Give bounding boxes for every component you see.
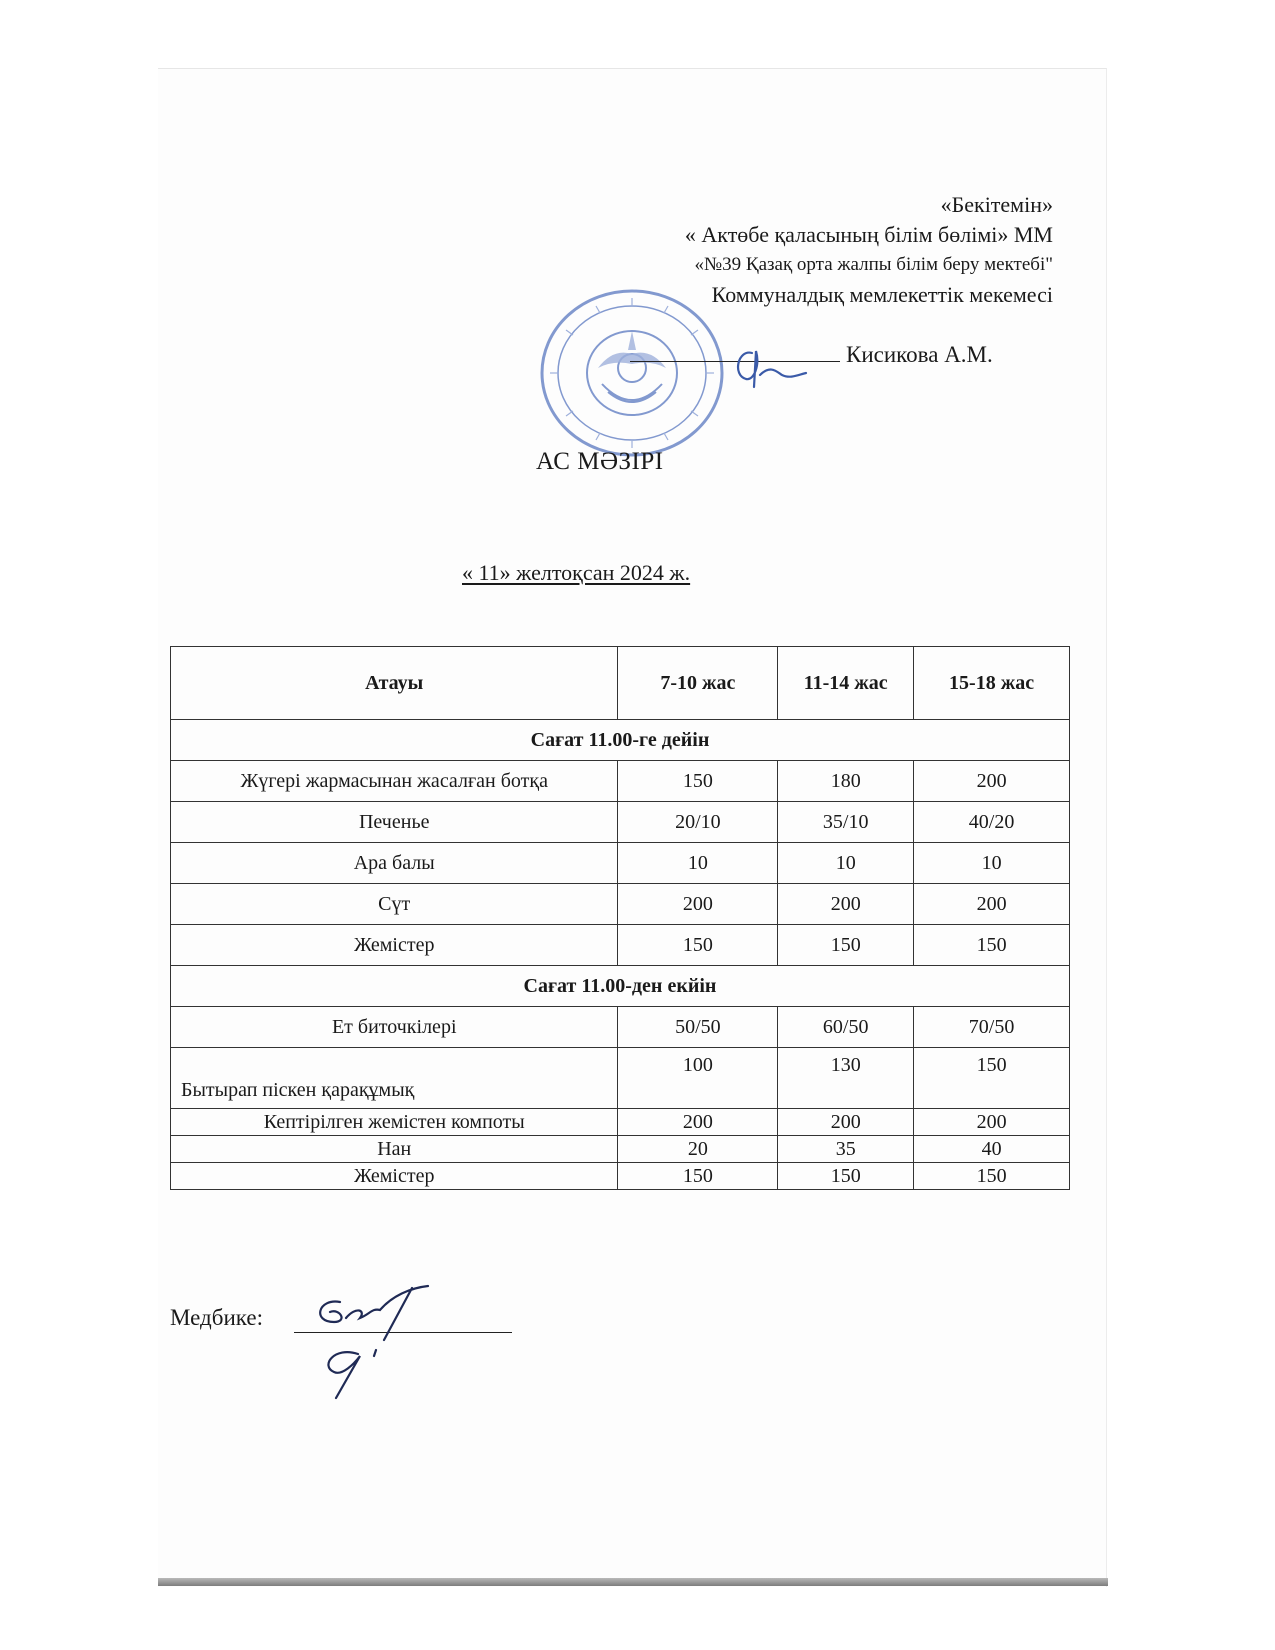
portion-15-18: 150 [914, 1163, 1070, 1190]
portion-15-18: 150 [914, 925, 1070, 966]
portion-11-14: 35 [778, 1136, 914, 1163]
approval-institution-type: Коммуналдық мемлекеттік мекемесі [711, 282, 1053, 307]
table-header-row [171, 647, 1070, 720]
director-signature [720, 345, 810, 393]
portion-7-10: 10 [618, 843, 778, 884]
dish-name: Ет биточкілері [171, 1007, 618, 1048]
portion-15-18: 200 [914, 761, 1070, 802]
dish-name: Нан [171, 1136, 618, 1163]
nurse-label: Медбике: [170, 1305, 263, 1330]
approval-department: « Актөбе қаласының білім бөлімі» ММ [684, 222, 1053, 247]
director-signature-row [630, 342, 1055, 368]
portion-11-14: 60/50 [778, 1007, 914, 1048]
portion-11-14: 180 [778, 761, 914, 802]
portion-7-10: 200 [618, 884, 778, 925]
table-row [171, 1007, 1070, 1048]
page-title: АС МӘЗІРІ [536, 448, 664, 475]
portion-11-14: 10 [778, 843, 914, 884]
table-row [171, 1048, 1070, 1109]
dish-name: Жемістер [171, 1163, 618, 1190]
portion-11-14: 200 [778, 884, 914, 925]
table-row [171, 1163, 1070, 1190]
table-row [171, 1136, 1070, 1163]
section-row [171, 966, 1070, 1007]
portion-7-10: 200 [618, 1109, 778, 1136]
page-edge-shadow [158, 1578, 1108, 1586]
section-row [171, 720, 1070, 761]
nurse-signature [300, 1280, 450, 1405]
dish-name: Печенье [171, 802, 618, 843]
portion-15-18: 70/50 [914, 1007, 1070, 1048]
portion-7-10: 100 [618, 1048, 778, 1109]
table-row [171, 884, 1070, 925]
header-age-7-10: 7-10 жас [618, 647, 778, 720]
director-name: Кисикова А.М. [846, 342, 993, 367]
portion-15-18: 40/20 [914, 802, 1070, 843]
portion-7-10: 20/10 [618, 802, 778, 843]
portion-11-14: 130 [778, 1048, 914, 1109]
dish-name: Жемістер [171, 925, 618, 966]
portion-15-18: 40 [914, 1136, 1070, 1163]
approval-school: «№39 Қазақ орта жалпы білім беру мектебі" [694, 254, 1053, 275]
portion-11-14: 200 [778, 1109, 914, 1136]
header-age-11-14: 11-14 жас [778, 647, 914, 720]
portion-7-10: 20 [618, 1136, 778, 1163]
table-row [171, 925, 1070, 966]
portion-11-14: 150 [778, 925, 914, 966]
portion-15-18: 10 [914, 843, 1070, 884]
table-row [171, 1109, 1070, 1136]
approval-block [685, 190, 1053, 310]
dish-name: Сүт [171, 884, 618, 925]
approval-heading: «Бекітемін» [940, 192, 1053, 217]
official-seal [538, 288, 726, 458]
table-row [171, 843, 1070, 884]
portion-7-10: 50/50 [618, 1007, 778, 1048]
header-name: Атауы [171, 647, 618, 720]
menu-date: « 11» желтоқсан 2024 ж. [462, 560, 691, 585]
table-row [171, 802, 1070, 843]
portion-11-14: 150 [778, 1163, 914, 1190]
header-age-15-18: 15-18 жас [914, 647, 1070, 720]
dish-name: Жүгері жармасынан жасалған ботқа [171, 761, 618, 802]
portion-7-10: 150 [618, 1163, 778, 1190]
table-row [171, 761, 1070, 802]
portion-11-14: 35/10 [778, 802, 914, 843]
portion-7-10: 150 [618, 925, 778, 966]
dish-name: Бытырап піскен қарақұмық [171, 1048, 618, 1109]
menu-table [170, 646, 1070, 1190]
portion-15-18: 200 [914, 1109, 1070, 1136]
portion-15-18: 150 [914, 1048, 1070, 1109]
portion-15-18: 200 [914, 884, 1070, 925]
portion-7-10: 150 [618, 761, 778, 802]
dish-name: Ара балы [171, 843, 618, 884]
section-title-before-11: Сағат 11.00-ге дейін [171, 720, 1070, 761]
section-title-after-11: Сағат 11.00-ден екйін [171, 966, 1070, 1007]
dish-name: Кептірілген жемістен компоты [171, 1109, 618, 1136]
